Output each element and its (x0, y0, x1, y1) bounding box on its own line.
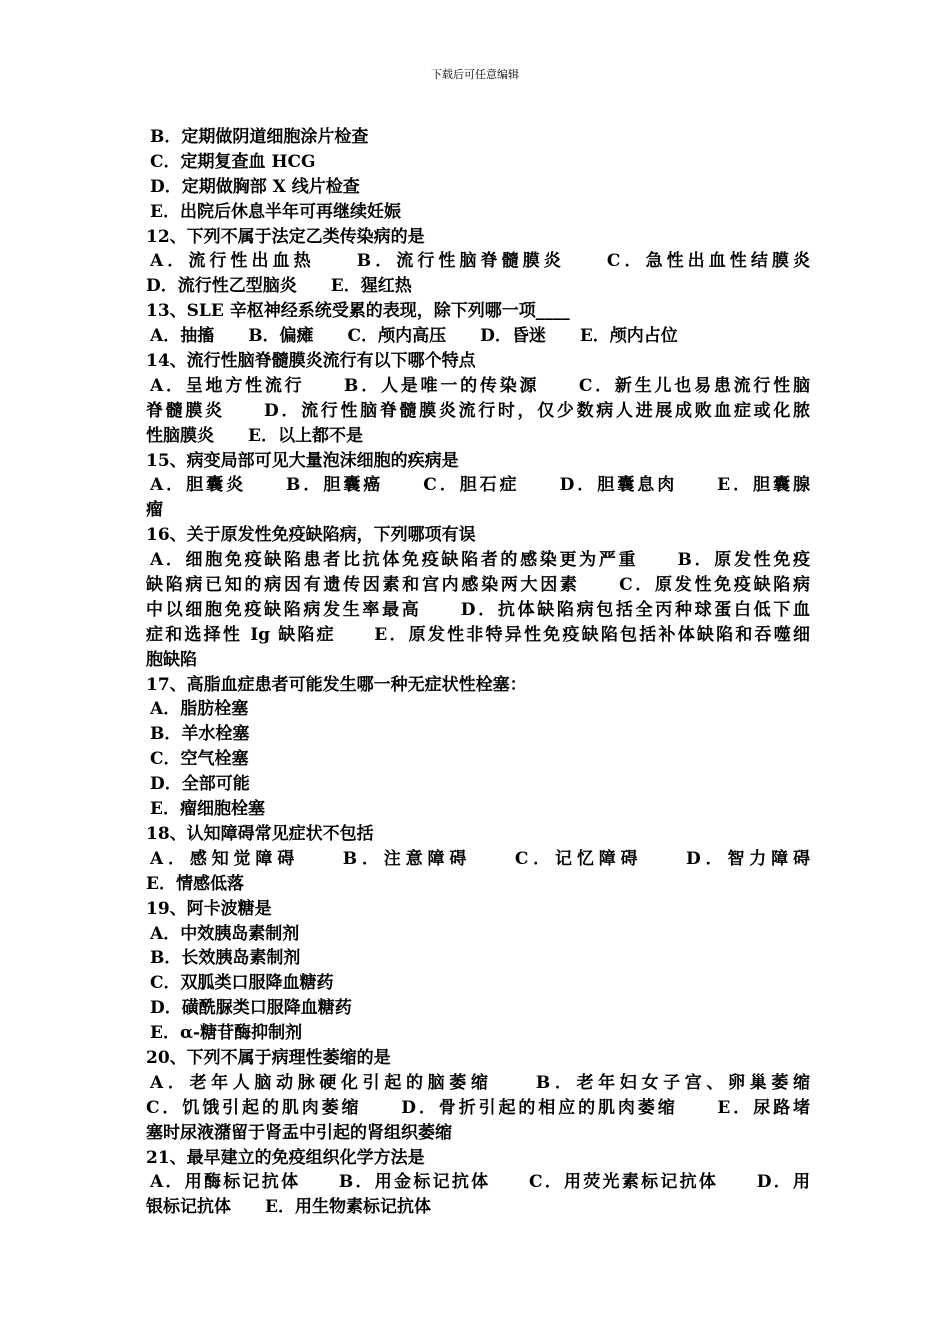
option-line: C．饥饿引起的肌肉萎缩 D．骨折引起的相应的肌肉萎缩 E．尿路堵 (146, 1097, 810, 1118)
option-line: 银标记抗体 E．用生物素标记抗体 (146, 1197, 431, 1218)
option-line: 胞缺陷 (146, 649, 197, 670)
question-15: 15、病变局部可见大量泡沫细胞的疾病是 (146, 450, 459, 471)
option-line: A．细胞免疫缺陷患者比抗体免疫缺陷者的感染更为严重 B．原发性免疫 (150, 550, 810, 571)
question-18: 18、认知障碍常见症状不包括 (146, 823, 374, 844)
option-line: 性脑膜炎 E．以上都不是 (146, 425, 363, 446)
option-line: A．脂肪栓塞 (150, 699, 249, 720)
option-line: A．流行性出血热 B．流行性脑脊髓膜炎 C．急性出血性结膜炎 (150, 251, 810, 272)
option-line: D．流行性乙型脑炎 E．猩红热 (146, 276, 412, 297)
option-line: 中以细胞免疫缺陷病发生率最高 D．抗体缺陷病包括全丙种球蛋白低下血 (146, 599, 810, 620)
question-21: 21、最早建立的免疫组织化学方法是 (146, 1147, 425, 1168)
option-line: E．瘤细胞栓塞 (150, 799, 265, 820)
option-line: D．磺酰脲类口服降血糖药 (150, 998, 352, 1019)
option-line: B．羊水栓塞 (150, 724, 250, 745)
option-line: 脊髓膜炎 D．流行性脑脊髓膜炎流行时，仅少数病人进展成败血症或化脓 (146, 400, 810, 421)
question-13: 13、SLE 辛枢神经系统受累的表现，除下列哪一项____ (146, 301, 570, 322)
option-line: A．呈地方性流行 B．人是唯一的传染源 C．新生儿也易患流行性脑 (150, 375, 810, 396)
option-line: E．情感低落 (146, 873, 244, 894)
option-line: 瘤 (146, 500, 163, 521)
page-header: 下载后可任意编辑 (431, 68, 519, 81)
option-line: 缺陷病已知的病因有遗传因素和宫内感染两大因素 C．原发性免疫缺陷病 (146, 575, 810, 596)
question-19: 19、阿卡波糖是 (146, 898, 272, 919)
option-line: A．感知觉障碍 B．注意障碍 C．记忆障碍 D．智力障碍 (150, 848, 810, 869)
option-line: C．双胍类口服降血糖药 (150, 973, 334, 994)
option-line: A．胆囊炎 B．胆囊癌 C．胆石症 D．胆囊息肉 E．胆囊腺 (150, 475, 810, 496)
option-line: D．全部可能 (150, 774, 250, 795)
option-line: C．定期复查血 HCG (150, 151, 316, 172)
option-line: E．出院后休息半年可再继续妊娠 (150, 201, 401, 222)
question-12: 12、下列不属于法定乙类传染病的是 (146, 226, 425, 247)
option-line: E．α-糖苷酶抑制剂 (150, 1023, 303, 1044)
option-line: A．老年人脑动脉硬化引起的脑萎缩 B．老年妇女子宫、卵巢萎缩 (150, 1072, 810, 1093)
option-line: A．用酶标记抗体 B．用金标记抗体 C．用荧光素标记抗体 D．用 (150, 1172, 810, 1193)
option-line: B．定期做阴道细胞涂片检查 (150, 127, 369, 147)
question-14: 14、流行性脑脊髓膜炎流行有以下哪个特点 (146, 351, 476, 372)
option-line: D．定期做胸部 X 线片检查 (150, 176, 360, 197)
question-16: 16、关于原发性免疫缺陷病，下列哪项有误 (146, 525, 476, 546)
document-body (146, 125, 810, 1220)
option-line: C．空气栓塞 (150, 749, 249, 770)
question-17: 17、高脂血症患者可能发生哪一种无症状性栓塞： (146, 674, 527, 695)
option-line: B．长效胰岛素制剂 (150, 948, 301, 969)
option-line: 塞时尿液潴留于肾盂中引起的肾组织萎缩 (146, 1122, 452, 1143)
option-line: A．中效胰岛素制剂 (150, 923, 300, 944)
option-line: A．抽搐 B．偏瘫 C．颅内高压 D．昏迷 E．颅内占位 (150, 326, 678, 347)
option-line: 症和选择性 Ig 缺陷症 E．原发性非特异性免疫缺陷包括补体缺陷和吞噬细 (146, 624, 810, 645)
question-20: 20、下列不属于病理性萎缩的是 (146, 1047, 391, 1068)
